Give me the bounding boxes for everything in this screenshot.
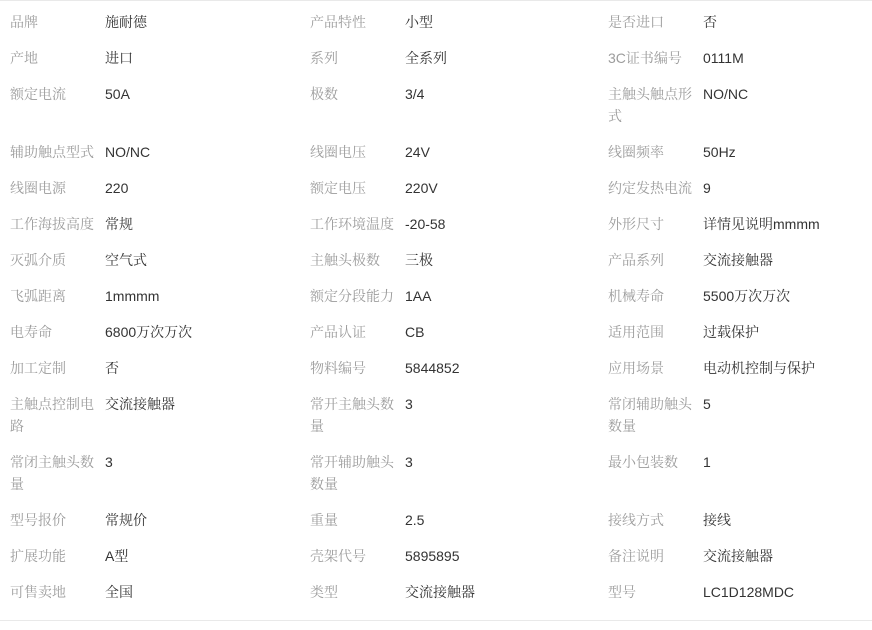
spec-label: 机械寿命 [608, 288, 664, 304]
spec-value: 3 [105, 454, 113, 470]
spec-cell [310, 278, 608, 314]
spec-label: 飞弧距离 [10, 288, 66, 304]
spec-label: 电寿命 [10, 324, 52, 340]
spec-cell [608, 76, 872, 134]
spec-cell [608, 502, 872, 538]
spec-label: 外形尺寸 [608, 216, 664, 232]
spec-value: CB [405, 324, 425, 340]
spec-cell [310, 134, 608, 170]
spec-cell [10, 444, 310, 502]
spec-label: 辅助触点型式 [10, 144, 94, 160]
spec-value: 3 [405, 396, 413, 412]
spec-value: 小型 [405, 14, 433, 30]
spec-value: 6800万次万次 [105, 324, 193, 340]
spec-value: 交流接触器 [105, 396, 175, 412]
spec-cell [10, 40, 310, 76]
spec-cell [10, 386, 310, 444]
spec-label: 3C证书编号 [608, 50, 682, 66]
spec-label: 额定分段能力 [310, 288, 394, 304]
spec-label: 加工定制 [10, 360, 66, 376]
spec-value: 220V [405, 180, 438, 196]
spec-label: 线圈频率 [608, 144, 664, 160]
spec-label: 常开辅助触头数量 [310, 454, 394, 492]
spec-label: 常闭主触头数量 [10, 454, 94, 492]
spec-value: 50Hz [703, 144, 736, 160]
spec-label: 扩展功能 [10, 548, 66, 564]
spec-label: 产品特性 [310, 14, 366, 30]
spec-cell [310, 314, 608, 350]
spec-value: 进口 [105, 50, 133, 66]
spec-value: 电动机控制与保护 [703, 360, 815, 376]
spec-label: 主触头触点形式 [608, 86, 692, 124]
spec-label: 接线方式 [608, 512, 664, 528]
spec-label: 主触头极数 [310, 252, 380, 268]
spec-label: 常开主触头数量 [310, 396, 394, 434]
spec-value: 1mmmm [105, 288, 160, 304]
spec-cell [10, 170, 310, 206]
spec-label: 型号 [608, 584, 636, 600]
spec-label: 是否进口 [608, 14, 664, 30]
spec-cell [310, 206, 608, 242]
spec-label: 常闭辅助触头数量 [608, 396, 692, 434]
spec-value: 交流接触器 [405, 584, 475, 600]
spec-cell [608, 538, 872, 574]
spec-cell [608, 242, 872, 278]
spec-value: 接线 [703, 512, 731, 528]
spec-cell [608, 386, 872, 444]
spec-label: 线圈电压 [310, 144, 366, 160]
spec-value: 0111M [703, 50, 744, 66]
spec-cell [10, 278, 310, 314]
spec-cell [608, 350, 872, 386]
spec-label: 可售卖地 [10, 584, 66, 600]
spec-cell [10, 350, 310, 386]
spec-cell [310, 574, 608, 610]
spec-value: 24V [405, 144, 430, 160]
spec-label: 工作环境温度 [310, 216, 394, 232]
spec-cell [608, 574, 872, 610]
spec-label: 线圈电源 [10, 180, 66, 196]
spec-value: 否 [105, 360, 119, 376]
spec-label: 灭弧介质 [10, 252, 66, 268]
spec-label: 产品系列 [608, 252, 664, 268]
spec-value: 空气式 [105, 252, 147, 268]
spec-value: 3/4 [405, 86, 425, 102]
spec-label: 物料编号 [310, 360, 366, 376]
spec-label: 最小包装数 [608, 454, 678, 470]
spec-cell [310, 444, 608, 502]
spec-cell [10, 314, 310, 350]
spec-value: NO/NC [105, 144, 151, 160]
spec-cell [310, 40, 608, 76]
spec-label: 应用场景 [608, 360, 664, 376]
spec-label: 适用范围 [608, 324, 664, 340]
spec-cell [10, 574, 310, 610]
spec-cell [310, 502, 608, 538]
spec-cell [10, 4, 310, 40]
spec-cell [608, 278, 872, 314]
spec-cell [310, 350, 608, 386]
spec-value: 全国 [105, 584, 133, 600]
spec-value: 2.5 [405, 512, 425, 528]
spec-value: 交流接触器 [703, 252, 773, 268]
spec-value: 9 [703, 180, 711, 196]
spec-value: 5 [703, 396, 711, 412]
spec-cell [10, 206, 310, 242]
spec-label: 工作海拔高度 [10, 216, 94, 232]
spec-cell [608, 40, 872, 76]
spec-cell [608, 4, 872, 40]
spec-value: 否 [703, 14, 717, 30]
spec-cell [608, 134, 872, 170]
spec-cell [608, 170, 872, 206]
spec-value: A型 [105, 548, 129, 564]
spec-label: 产品认证 [310, 324, 366, 340]
spec-label: 品牌 [10, 14, 38, 30]
spec-value: 5500万次万次 [703, 288, 791, 304]
spec-cell [608, 444, 872, 502]
spec-value: 交流接触器 [703, 548, 773, 564]
spec-cell [310, 4, 608, 40]
spec-label: 主触点控制电路 [10, 396, 94, 434]
spec-value: 三极 [405, 252, 433, 268]
spec-value: 1AA [405, 288, 432, 304]
spec-value: 3 [405, 454, 413, 470]
spec-value: 220 [105, 180, 129, 196]
spec-value: 5844852 [405, 360, 460, 376]
spec-value: 常规价 [105, 512, 147, 528]
spec-value: 施耐德 [105, 14, 147, 30]
spec-cell [608, 206, 872, 242]
spec-value: 1 [703, 454, 711, 470]
spec-cell [310, 242, 608, 278]
spec-cell [10, 76, 310, 134]
spec-label: 型号报价 [10, 512, 66, 528]
spec-value: 全系列 [405, 50, 447, 66]
spec-cell [10, 502, 310, 538]
spec-label: 备注说明 [608, 548, 664, 564]
spec-cell [310, 76, 608, 134]
spec-cell [10, 538, 310, 574]
spec-cell [310, 386, 608, 444]
spec-label: 额定电压 [310, 180, 366, 196]
spec-label: 产地 [10, 50, 38, 66]
spec-value: 5895895 [405, 548, 460, 564]
spec-label: 额定电流 [10, 86, 66, 102]
spec-cell [310, 538, 608, 574]
spec-value: -20-58 [405, 216, 446, 232]
spec-value: NO/NC [703, 86, 749, 102]
spec-label: 重量 [310, 512, 338, 528]
spec-value: LC1D128MDC [703, 584, 795, 600]
spec-cell [608, 314, 872, 350]
spec-value: 50A [105, 86, 130, 102]
spec-label: 类型 [310, 584, 338, 600]
spec-cell [310, 170, 608, 206]
spec-cell [10, 242, 310, 278]
spec-label: 约定发热电流 [608, 180, 692, 196]
spec-label: 极数 [310, 86, 338, 102]
spec-value: 详情见说明mmmm [703, 216, 820, 232]
spec-label: 系列 [310, 50, 338, 66]
spec-cell [10, 134, 310, 170]
spec-value: 过载保护 [703, 324, 759, 340]
spec-label: 壳架代号 [310, 548, 366, 564]
spec-value: 常规 [105, 216, 133, 232]
